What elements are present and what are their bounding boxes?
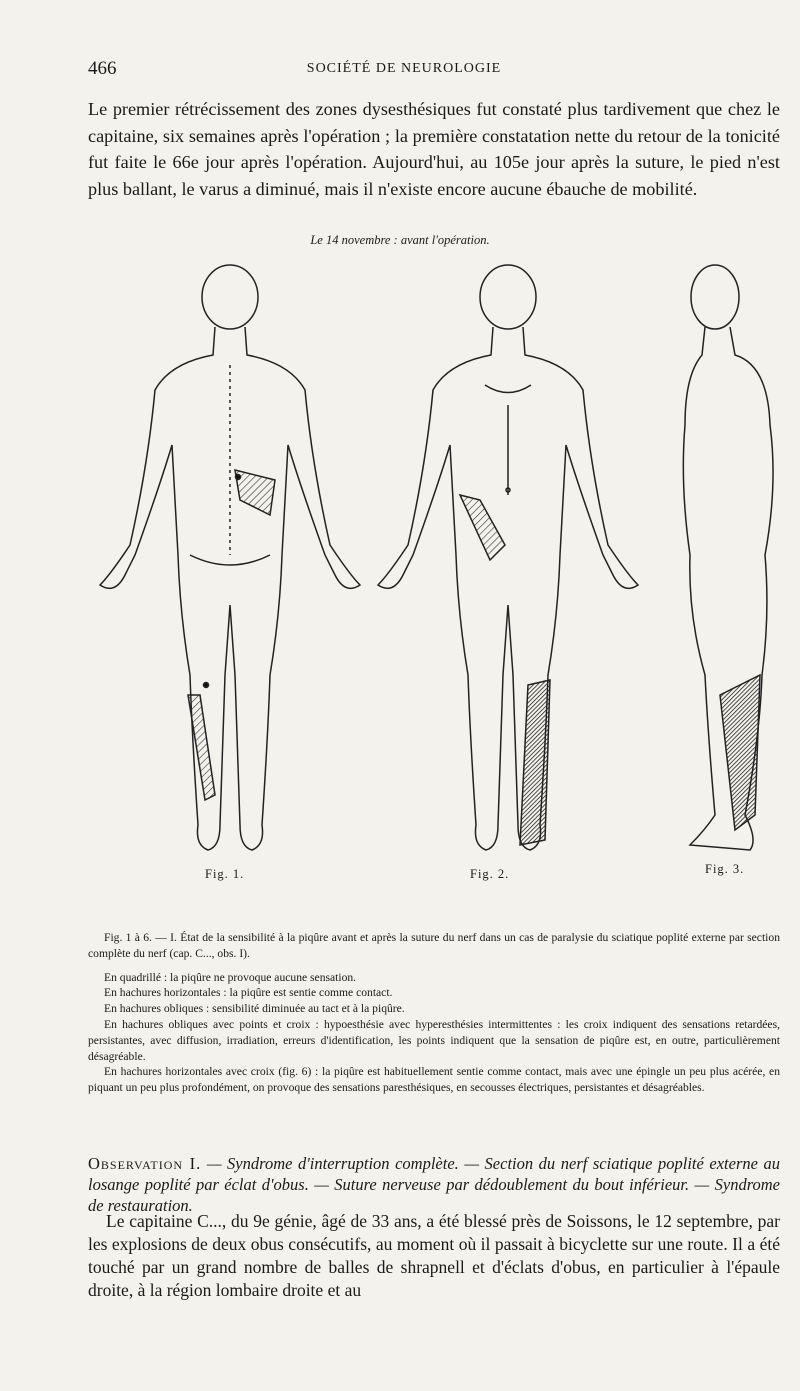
anatomical-figure (80, 255, 790, 895)
fig-3-label: Fig. 3. (705, 862, 745, 876)
figure-3-side-view (683, 265, 773, 850)
page-number: 466 (88, 58, 117, 79)
legend-item: En hachures obliques avec points et croix : hypoesthésie avec hyperesthésies intermittentes : les croix indiquent des sensations retardées, persistantes, avec diffusion, irradiation, erreurs d'identification, les points indiquent que la sensation de piqûre est, en outre, particulièrement désagréable. (88, 1017, 780, 1063)
observation-heading (88, 1153, 780, 1216)
observation-title: — Syndrome d'interruption complète. — Section du nerf sciatique poplité externe au losange poplité par éclat d'obus. — Suture nerveuse par dédoublement du bout inférieur. — Syndrome de restauration. (88, 1154, 781, 1215)
figure-legend (88, 930, 780, 1096)
running-head: SOCIÉTÉ DE NEUROLOGIE (306, 61, 502, 76)
legend-item: En hachures obliques : sensibilité diminuée au tact et à la piqûre. (104, 1002, 405, 1016)
page-header (88, 58, 760, 80)
legend-lead: Fig. 1 à 6. — I. État de la sensibilité à la piqûre avant et après la suture du nerf dans un cas de paralysie du sciatique poplité externe par section complète du nerf (cap. C..., obs. I). (88, 931, 780, 960)
legend-item: En hachures horizontales : la piqûre est sentie comme contact. (104, 986, 393, 1000)
legend-item: En quadrillé : la piqûre ne provoque aucune sensation. (104, 970, 357, 984)
observation-label: Observation I. (88, 1154, 202, 1173)
figure-1-back-view (100, 265, 360, 850)
figure-2-front-view (378, 265, 638, 850)
intro-paragraph: Le premier rétrécissement des zones dysesthésiques fut constaté plus tardivement que chez le capitaine, six semaines après l'opération ; la première constatation nette du retour de la tonicité fut faite le 66e jour après l'opération. Aujourd'hui, au 105e jour après la suture, le pied n'est plus ballant, le varus a diminué, mais il n'existe encore aucune ébauche de mobilité. (88, 99, 780, 199)
figure-caption-top: Le 14 novembre : avant l'opération. (310, 233, 490, 247)
body-diagrams-svg (80, 255, 790, 895)
fig-2-label: Fig. 2. (470, 867, 510, 881)
legend-item: En hachures horizontales avec croix (fig. 6) : la piqûre est habituellement sentie comme contact, mais avec une épingle un peu plus acérée, en piquant un peu plus profondément, on provoque des sensations paresthésiques, en secousses électriques, persistantes et désagréables. (88, 1065, 780, 1095)
fig-1-label: Fig. 1. (205, 867, 245, 881)
observation-body: Le capitaine C..., du 9e génie, âgé de 33 ans, a été blessé près de Soissons, le 12 septembre, par les explosions de deux obus consécutifs, au moment où il passait à bicyclette sur une route. Il a été touché par un grand nombre de balles de shrapnell et d'éclats d'obus, en particulier à l'épaule droite, à la région lombaire droite et au (88, 1211, 780, 1300)
